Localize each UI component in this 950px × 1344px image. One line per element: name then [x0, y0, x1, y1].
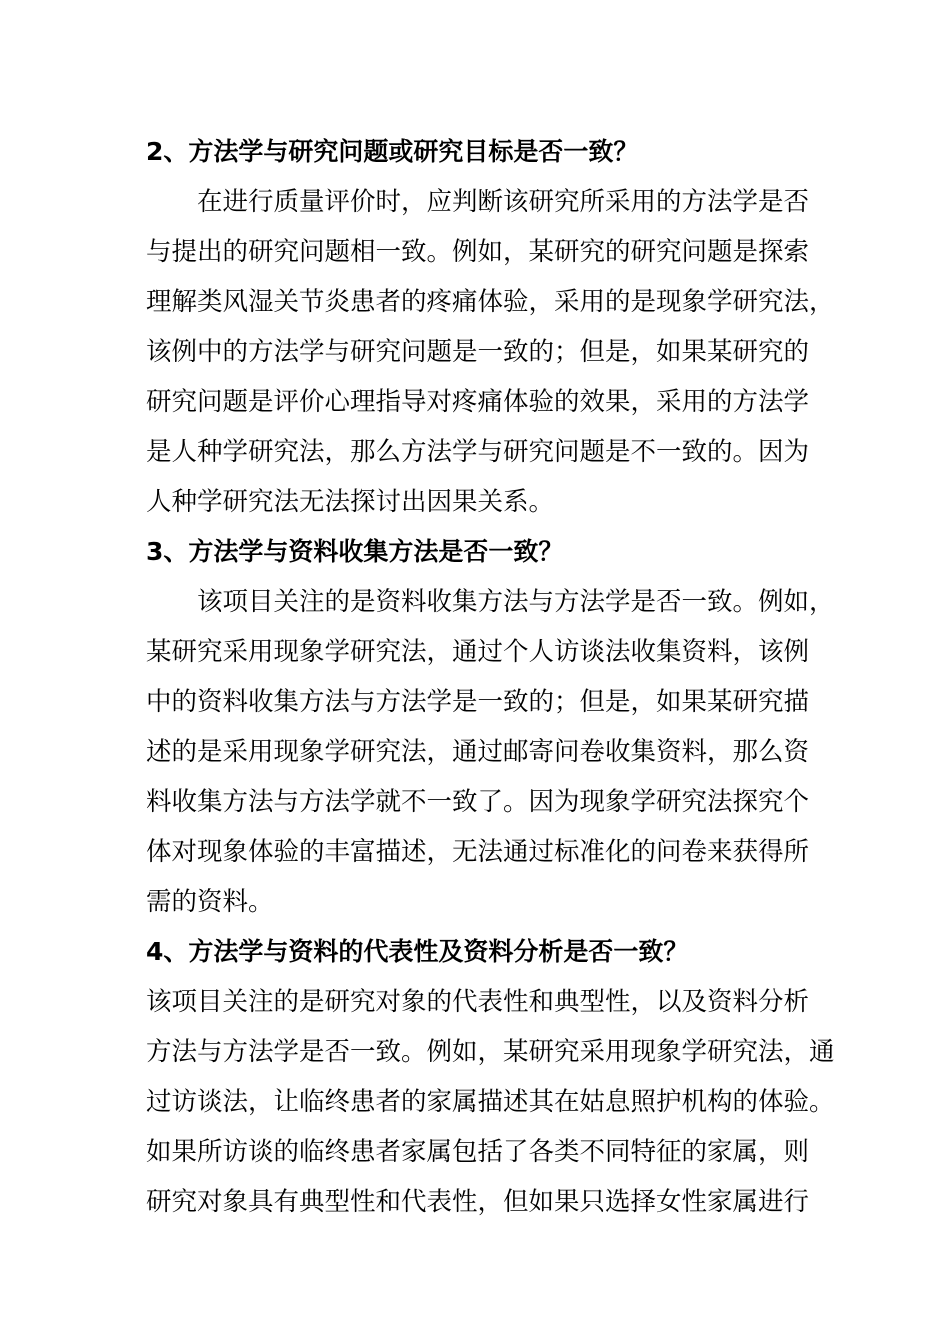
section-heading-4: 4、方法学与资料的代表性及资料分析是否一致？: [146, 937, 689, 966]
paragraph-line: 述的是采用现象学研究法，通过邮寄问卷收集资料，那么资: [146, 737, 810, 767]
section-heading-3: 3、方法学与资料收集方法是否一致？: [146, 537, 564, 566]
paragraph-line: 中的资料收集方法与方法学是一致的；但是，如果某研究描: [146, 687, 810, 717]
paragraph-line: 在进行质量评价时，应判断该研究所采用的方法学是否: [197, 187, 810, 217]
paragraph-line: 如果所访谈的临终患者家属包括了各类不同特征的家属，则: [146, 1137, 810, 1167]
paragraph-line: 理解类风湿关节炎患者的疼痛体验，采用的是现象学研究法，: [146, 287, 835, 317]
paragraph-line: 料收集方法与方法学就不一致了。因为现象学研究法探究个: [146, 787, 810, 817]
document-body: [146, 127, 835, 1227]
section-paragraph-3: [146, 577, 835, 927]
paragraph-line: 过访谈法，让临终患者的家属描述其在姑息照护机构的体验。: [146, 1087, 835, 1117]
section-paragraph-2: [146, 177, 835, 527]
paragraph-line: 该例中的方法学与研究问题是一致的；但是，如果某研究的: [146, 337, 810, 367]
paragraph-line: 该项目关注的是研究对象的代表性和典型性，以及资料分析: [146, 987, 810, 1017]
paragraph-line: 研究对象具有典型性和代表性，但如果只选择女性家属进行: [146, 1187, 810, 1217]
paragraph-line: 人种学研究法无法探讨出因果关系。: [146, 487, 555, 517]
paragraph-line: 研究问题是评价心理指导对疼痛体验的效果，采用的方法学: [146, 387, 810, 417]
paragraph-line: 某研究采用现象学研究法，通过个人访谈法收集资料，该例: [146, 637, 810, 667]
paragraph-line: 需的资料。: [146, 887, 274, 917]
paragraph-line: 与提出的研究问题相一致。例如，某研究的研究问题是探索: [146, 237, 810, 267]
paragraph-line: 方法与方法学是否一致。例如，某研究采用现象学研究法，通: [146, 1037, 835, 1067]
paragraph-line: 该项目关注的是资料收集方法与方法学是否一致。例如，: [197, 587, 835, 617]
section-heading-2: 2、方法学与研究问题或研究目标是否一致？: [146, 137, 639, 166]
section-paragraph-4: [146, 977, 835, 1227]
paragraph-line: 是人种学研究法，那么方法学与研究问题是不一致的。因为: [146, 437, 810, 467]
paragraph-line: 体对现象体验的丰富描述，无法通过标准化的问卷来获得所: [146, 837, 810, 867]
